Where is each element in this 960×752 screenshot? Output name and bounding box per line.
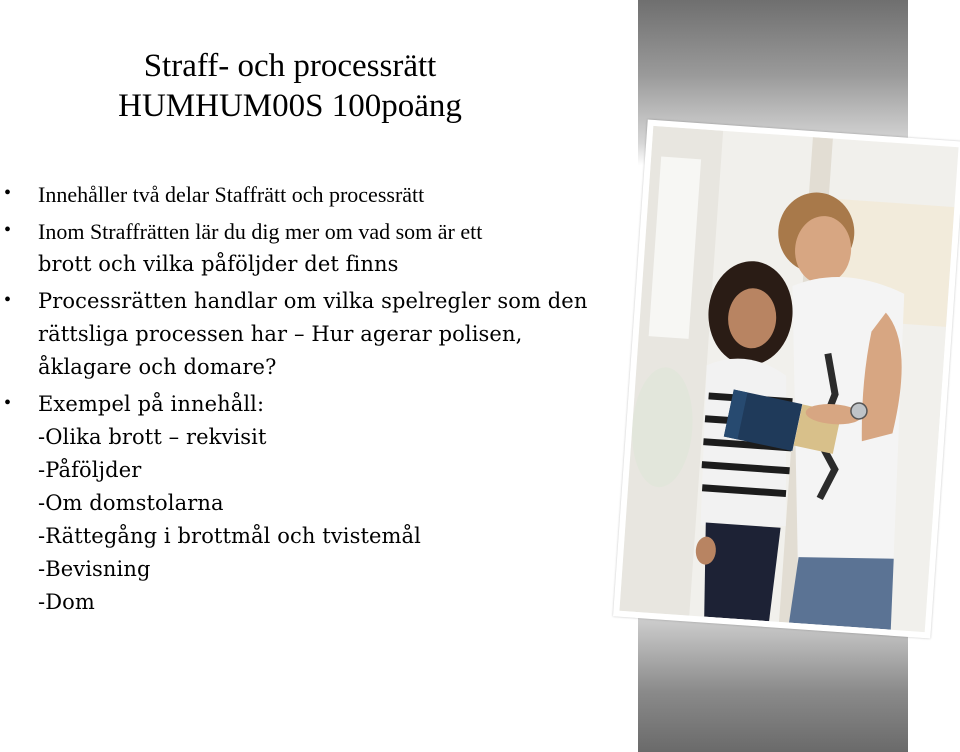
bullet-text: åklagare och domare? [38,355,277,379]
bullet-dot: • [4,219,12,241]
bullet-text: -Rättegång i brottmål och tvistemål [38,524,421,548]
bullet-list [0,178,620,623]
bullet-text: Inom Straffrätten lär du dig mer om vad som är ett [38,219,483,244]
bullet-item [0,285,620,384]
bullet-text: -Påföljder [38,458,142,482]
bullet-text: -Dom [38,590,95,614]
bullet-dot: • [4,392,12,414]
title-line-1: Straff- och processrätt [143,48,437,84]
bullet-text: brott och vilka påföljder det finns [38,252,399,276]
photo-frame [613,120,960,639]
bullet-text: -Olika brott – rekvisit [38,425,267,449]
bullet-text: Innehåller två delar Staffrätt och processrätt [38,182,425,207]
bullet-item [0,178,620,211]
bullet-dot: • [4,289,12,311]
bullet-item [0,388,620,619]
students-illustration [619,126,958,632]
bullet-text: Processrätten handlar om vilka spelregler som den [38,289,588,313]
bullet-text: Exempel på innehåll: [38,392,265,416]
bullet-text: rättsliga processen har – Hur agerar polisen, [38,322,523,346]
students-photo [619,126,958,632]
title-line-2: HUMHUM00S 100poäng [118,88,462,124]
bullet-text: -Om domstolarna [38,491,224,515]
slide-title [40,46,540,126]
bullet-dot: • [4,182,12,204]
bullet-text: -Bevisning [38,557,151,581]
bullet-item [0,215,620,281]
